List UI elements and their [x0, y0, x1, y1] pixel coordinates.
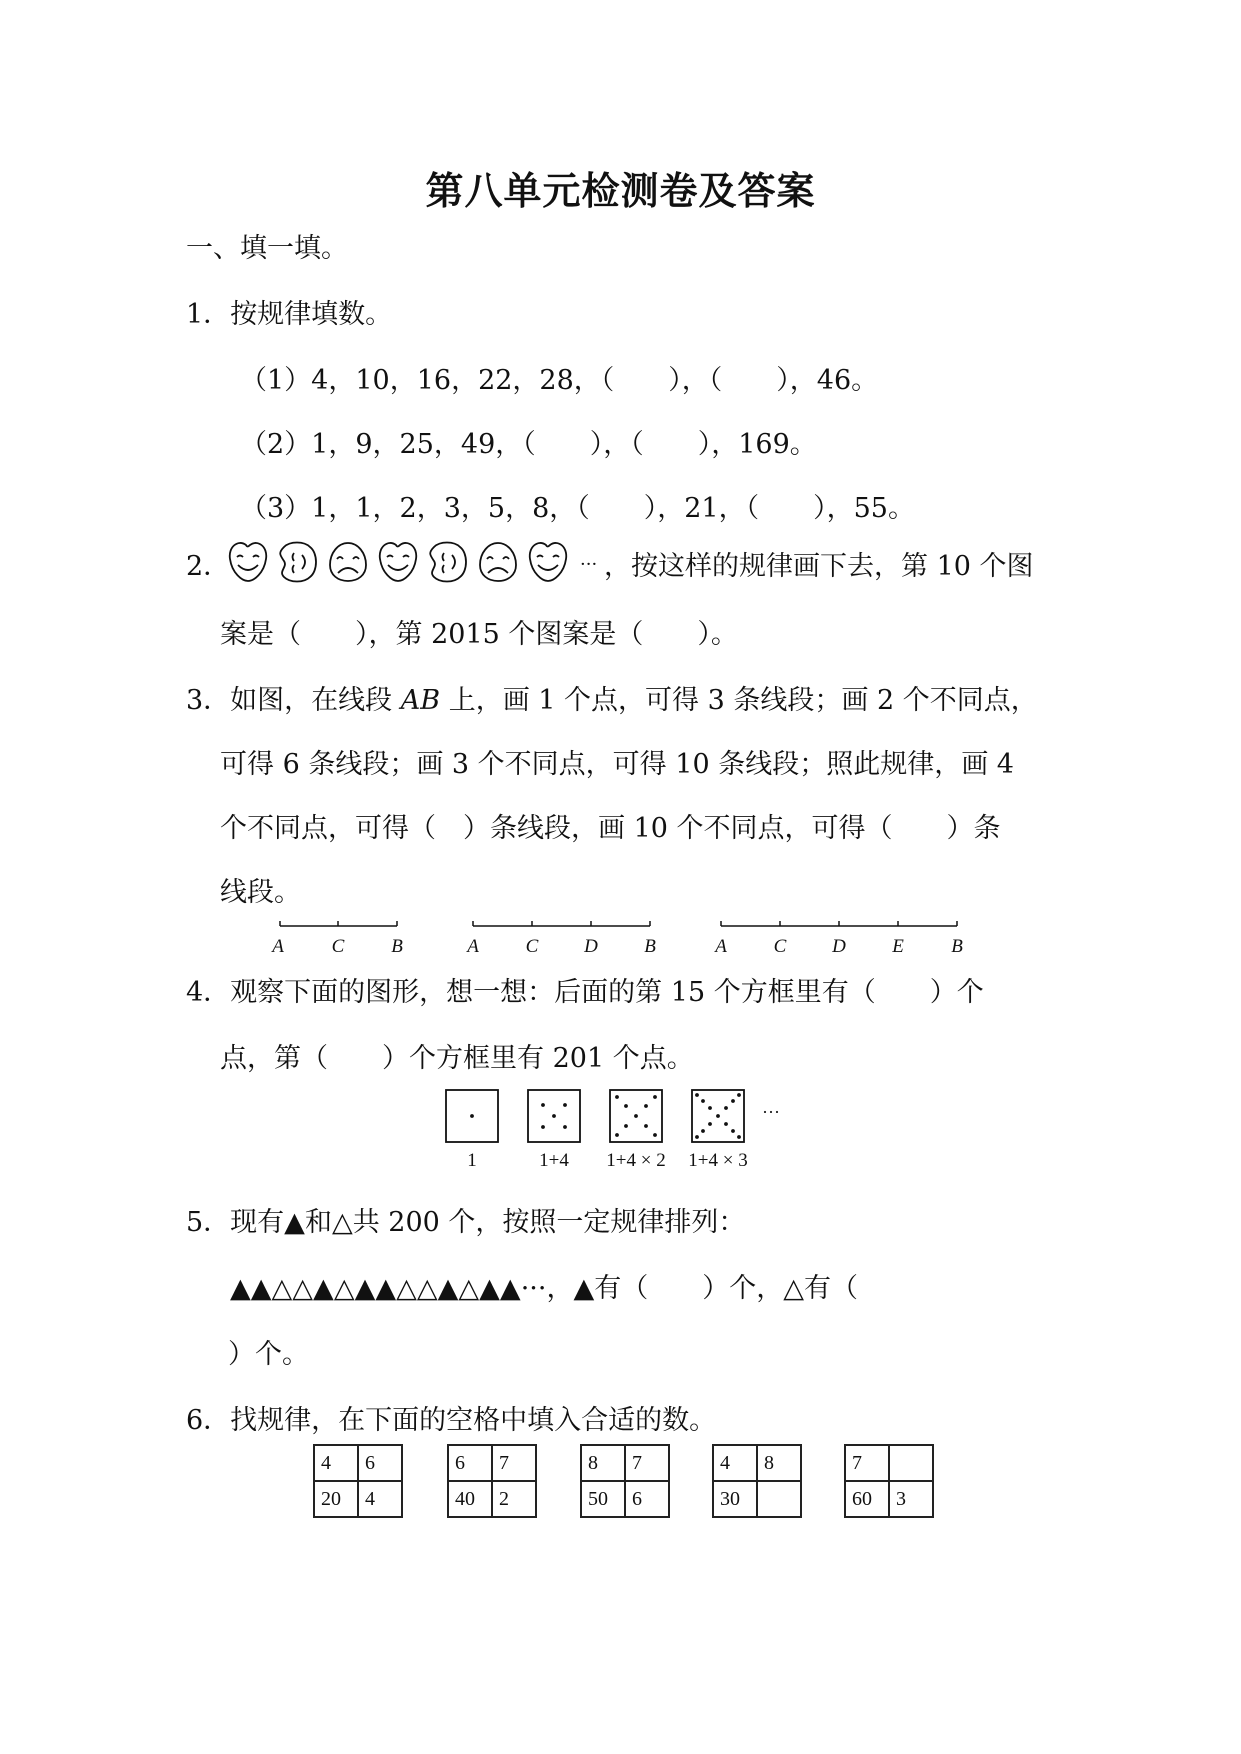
- segment-label: B: [951, 936, 963, 957]
- grid-cell: [757, 1481, 801, 1517]
- q1-stem: 1．按规律填数。: [186, 299, 393, 330]
- page-title: 第八单元检测卷及答案: [425, 169, 816, 213]
- segment-label: A: [272, 936, 284, 957]
- wobble-face-icon: [430, 543, 466, 582]
- grid-cell: 6: [358, 1445, 402, 1481]
- grid-cell: 7: [625, 1445, 669, 1481]
- grid-cell: 8: [757, 1445, 801, 1481]
- q3-line1: [186, 684, 1038, 718]
- grid-cell: 2: [492, 1481, 536, 1517]
- q3-line2: 可得 6 条线段；画 3 个不同点，可得 10 条线段；照此规律，画 4: [220, 749, 1014, 780]
- q4-line2: 点，第（ ）个方框里有 201 个点。: [220, 1043, 694, 1074]
- grid-cell: 8: [581, 1445, 625, 1481]
- segment-diagrams: [265, 918, 985, 960]
- grid-cell: 40: [448, 1481, 492, 1517]
- dot-boxes: [440, 1088, 820, 1170]
- grid-cell: [889, 1445, 933, 1481]
- grid-cell: 7: [492, 1445, 536, 1481]
- q1-part3: （3）1，1，2，3，5，8，（ ），21，（ ），55。: [240, 493, 915, 524]
- q3-line3: 个不同点，可得（ ）条线段，画 10 个不同点，可得（ ）条: [220, 813, 1001, 844]
- dot-box-ellipsis: ···: [762, 1102, 780, 1122]
- grid-cell: 6: [625, 1481, 669, 1517]
- grid-cell: 20: [314, 1481, 358, 1517]
- segment-label: D: [584, 936, 598, 957]
- q2-line2: 案是（ ），第 2015 个图案是（ ）。: [220, 619, 738, 650]
- number-grid-3: [580, 1444, 670, 1518]
- q4-line1: 4．观察下面的图形，想一想：后面的第 15 个方框里有（ ）个: [186, 977, 984, 1008]
- segment-label: C: [525, 936, 539, 957]
- section-heading: 一、填一填。: [186, 233, 348, 264]
- segment-label: C: [773, 936, 787, 957]
- grid-cell: 4: [314, 1445, 358, 1481]
- segment-label: B: [391, 936, 403, 957]
- q2-line1: ，按这样的规律画下去，第 10 个图: [604, 551, 1034, 582]
- segment-label: E: [892, 936, 904, 957]
- dot-box-caption: 1+4 × 3: [688, 1150, 748, 1170]
- grid-cell: 6: [448, 1445, 492, 1481]
- dot-box-caption: 1+4 × 2: [606, 1150, 666, 1170]
- grid-cell: 3: [889, 1481, 933, 1517]
- number-grid-2: [447, 1444, 537, 1518]
- q6-stem: 6．找规律，在下面的空格中填入合适的数。: [186, 1405, 717, 1436]
- q3-line1-suffix: 上，画 1 个点，可得 3 条线段；画 2 个不同点，: [440, 685, 1038, 716]
- q3-line1-prefix: 3．如图，在线段: [186, 685, 401, 716]
- segment-name: AB: [400, 685, 441, 716]
- segment-label: A: [467, 936, 479, 957]
- q2-ellipsis: ···: [580, 554, 598, 575]
- q5-line2: ▲▲△△▲△▲▲△△▲△▲▲···，▲有（ ）个，△有（: [230, 1273, 858, 1304]
- wobble-face-icon: [280, 543, 316, 582]
- number-grid-5: [844, 1444, 934, 1518]
- grid-cell: 50: [581, 1481, 625, 1517]
- q2-number: 2．: [186, 551, 231, 582]
- segment-label: A: [715, 936, 727, 957]
- frown-face-icon: [480, 543, 516, 581]
- grid-cell: 7: [845, 1445, 889, 1481]
- q5-line3: ）个。: [228, 1339, 309, 1370]
- smile-face-icon: [230, 543, 267, 581]
- q1-part1: （1）4，10，16，22，28，（ ），（ ），46。: [240, 365, 879, 396]
- grid-cell: 30: [713, 1481, 757, 1517]
- grid-cell: 4: [358, 1481, 402, 1517]
- q3-line4: 线段。: [220, 877, 301, 908]
- grid-cell: 4: [713, 1445, 757, 1481]
- number-grid-4: [712, 1444, 802, 1518]
- q5-line1: 5．现有▲和△共 200 个，按照一定规律排列：: [186, 1207, 746, 1238]
- frown-face-icon: [330, 543, 366, 581]
- dot-box-caption: 1: [467, 1150, 477, 1170]
- segment-label: B: [644, 936, 656, 957]
- face-pattern-sequence: [226, 537, 586, 597]
- dot-box-caption: 1+4: [539, 1150, 569, 1170]
- segment-label: C: [331, 936, 345, 957]
- q1-part2: （2）1，9，25，49，（ ），（ ），169。: [240, 429, 817, 460]
- smile-face-icon: [530, 543, 567, 581]
- grid-cell: 60: [845, 1481, 889, 1517]
- number-grid-1: [313, 1444, 403, 1518]
- segment-label: D: [832, 936, 846, 957]
- smile-face-icon: [380, 543, 417, 581]
